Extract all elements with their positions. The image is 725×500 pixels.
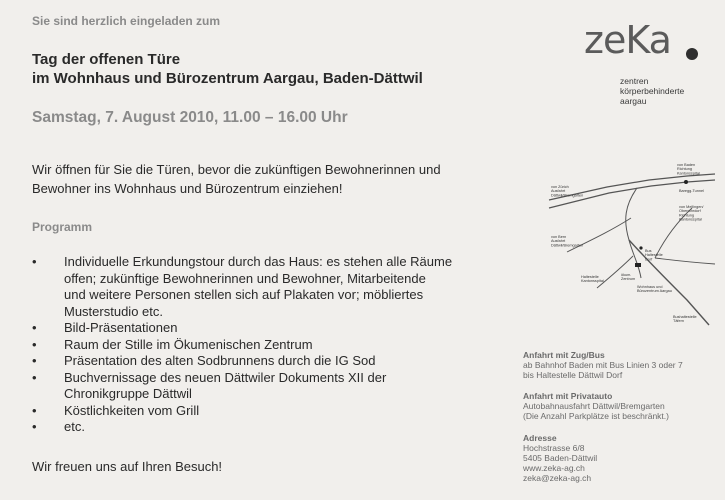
program-item-line: und weitere Personen stellen sich auf Plakaten vor; möbliertes [64,287,424,302]
bullet-icon: • [32,402,37,418]
event-date: Samstag, 7. August 2010, 11.00 – 16.00 Uhr [32,109,348,126]
map-tunnel-marker [684,180,688,184]
bullet-icon: • [32,254,37,269]
event-title-line-1: Tag der offenen Türe [32,51,181,68]
lead-line-2: Bewohner ins Wohnhaus und Bürozentrum einziehen! [32,181,343,196]
info-address-website[interactable]: www.zeka-ag.ch [523,463,585,473]
logo-wordmark-ze: ze [584,18,626,62]
info-train-heading: Anfahrt mit Zug/Bus [523,350,605,360]
event-title-line-2: im Wohnhaus und Bürozentrum Aargau, Baden-Dättwil [32,70,423,87]
map-label-bern: von Bern Ausfahrt Dättwil/Bremgarten [551,235,584,248]
lead-line-1: Wir öffnen für Sie die Türen, bevor die zukünftigen Bewohnerinnen und [32,162,441,177]
zeka-logo [584,20,714,110]
bullet-icon: • [32,353,37,368]
program-item [32,370,502,403]
info-car-line-1: Autobahnausfahrt Dättwil/Bremgarten [523,401,665,411]
program-item [32,320,502,337]
map-label-wohnhaus: Wohnhaus und Bürozentrum Aargau [637,285,672,294]
map-wohnhaus-marker [635,263,641,267]
logo-sub-line-2: körperbehinderte [620,86,685,96]
bullet-icon: • [32,320,37,335]
logo-wordmark-k: K [625,18,649,62]
program-list [32,254,502,436]
program-item [32,337,502,354]
map-bus-marker [639,246,642,249]
lead-paragraph [32,160,512,198]
logo-sub-line-1: zentren [620,76,649,86]
info-car-line-2: (Die Anzahl Parkplätze ist beschränkt.) [523,411,669,421]
program-item-line: Buchvernissage des neuen Dättwiler Dokuments XII der [64,369,387,385]
logo-sub-line-3: aargau [620,96,647,106]
map-label-oeku: ökum. Zentrum [621,273,636,282]
info-train [523,350,683,380]
map-label-tunnel: Baregg-Tunnel [679,189,704,193]
closing-text: Wir freuen uns auf Ihren Besuch! [32,459,223,474]
bullet-icon: • [32,336,37,352]
program-item [32,403,502,420]
program-item [32,353,502,370]
info-address-line-1: Hochstrasse 6/8 [523,443,585,453]
program-item-line: Köstlichkeiten vom Grill [64,402,200,418]
event-title [32,50,423,88]
program-item-line: Raum der Stille im Ökumenischen Zentrum [64,336,313,352]
logo-wordmark [584,20,671,60]
intro-text: Sie sind herzlich eingeladen zum [32,14,221,28]
info-train-line-2: bis Haltestelle Dättwil Dorf [523,370,623,380]
program-item-line: etc. [64,419,85,434]
info-address [523,433,597,483]
program-item-line: Individuelle Erkundungstour durch das Haus: es stehen alle Räume [64,254,453,269]
map-label-bus: Bus Haltestelle Dorf [645,249,663,262]
program-item [32,254,502,320]
program-item-line: Musterstudio etc. [64,303,163,319]
logo-subtitle [620,76,684,106]
program-heading: Programm [32,220,93,234]
info-train-line-1: ab Bahnhof Baden mit Bus Linien 3 oder 7 [523,360,683,370]
program-item-line: Chronikgruppe Dättwil [64,386,192,401]
map-label-zuerich: von Zürich Ausfahrt Dättwil/Bremgarten [551,185,584,198]
bullet-icon: • [32,419,37,434]
map-label-mellingen: von Mellingen/ Oberrohrdorf Richtung Kantonsspital [679,205,704,222]
directions-map [537,160,717,335]
info-car [523,391,669,421]
info-address-email[interactable]: zeka@zeka-ag.ch [523,473,592,483]
program-item-line: Präsentation des alten Sodbrunnens durch die IG Sod [64,353,376,368]
info-car-heading: Anfahrt mit Privatauto [523,391,613,401]
logo-dot-icon [686,48,698,60]
logo-wordmark-a: a [648,18,671,62]
bullet-icon: • [32,369,37,385]
map-label-haltestelle: Haltestelle Kantonsspital [581,275,604,284]
map-road-main [629,240,709,325]
info-address-heading: Adresse [523,433,557,443]
program-item [32,419,502,436]
program-item-line: offen; zukünftige Bewohnerinnen und Bewohner, Mitarbeitende [64,270,426,286]
info-address-line-2: 5405 Baden-Dättwil [523,453,598,463]
map-road-east [655,258,715,264]
map-label-baden: von Baden Richtung Kantonsspital [677,163,700,176]
map-label-bushaltestelle: Bushaltestelle Täfern [673,315,697,324]
program-item-line: Bild-Präsentationen [64,320,178,335]
